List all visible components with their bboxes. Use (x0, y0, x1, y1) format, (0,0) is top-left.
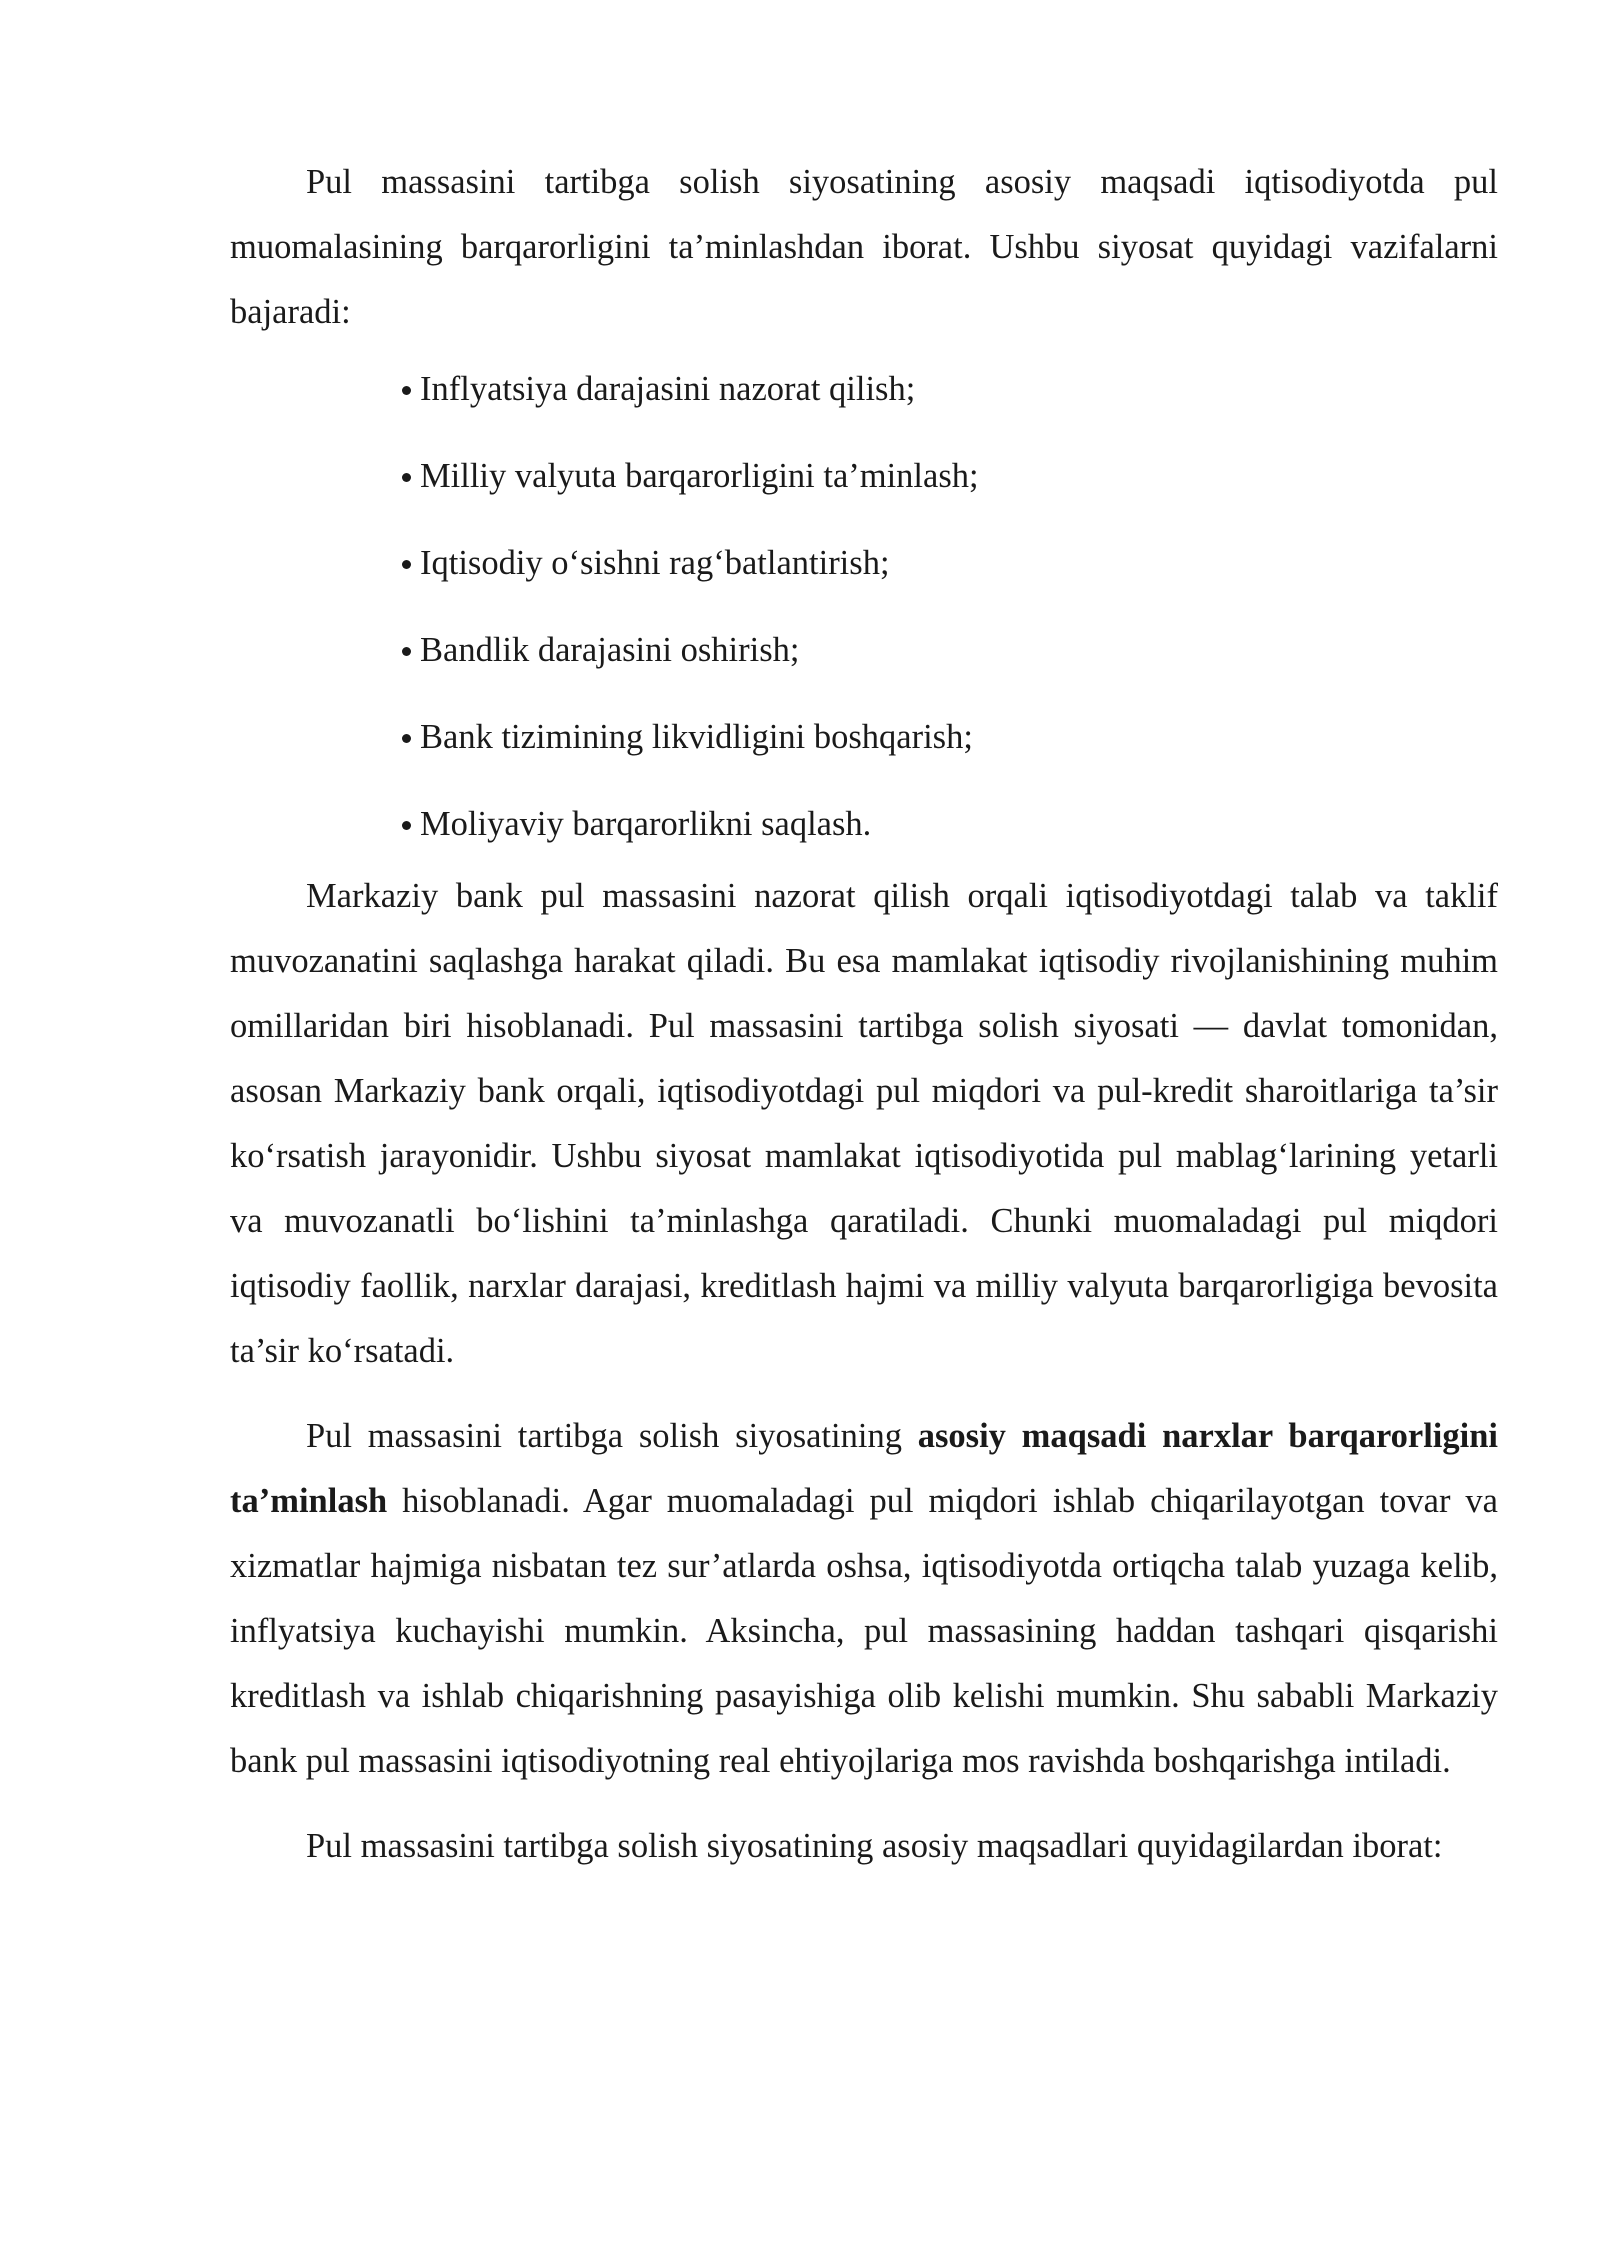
paragraph-spacer (230, 1794, 1498, 1814)
intro-paragraph: Pul massasini tartibga solish siyosatining asosiy maqsadi iqtisodiyotda pul muomalasining barqarorligini ta’minlashdan iborat. Ushbu siyosat quyidagi vazifalarni bajaradi: (230, 163, 1498, 331)
list-item-text: Iqtisodiy o‘sishni rag‘batlantirish; (420, 544, 890, 582)
bullet-icon (402, 560, 411, 569)
list-item-text: Bandlik darajasini oshirish; (420, 631, 800, 669)
list-item-text: Inflyatsiya darajasini nazorat qilish; (420, 370, 916, 408)
paragraph-spacer (230, 1384, 1498, 1404)
list-item (402, 802, 1498, 846)
goals-intro-paragraph: Pul massasini tartibga solish siyosatining asosiy maqsadlari quyidagilardan iborat: (306, 1827, 1443, 1865)
main-goal-lead: Pul massasini tartibga solish siyosatining (306, 1417, 918, 1455)
main-goal-paragraph (230, 1404, 1498, 1794)
bullet-icon (402, 821, 411, 830)
list-item-text: Bank tizimining likvidligini boshqarish; (420, 718, 973, 756)
bullet-icon (402, 473, 411, 482)
central-bank-paragraph: Markaziy bank pul massasini nazorat qilish orqali iqtisodiyotdagi talab va taklif muvozanatini saqlashga harakat qiladi. Bu esa mamlakat iqtisodiy rivojlanishining muhim omillaridan biri hisoblanadi. Pul massasini tartibga solish siyosati — davlat tomonidan, asosan Markaziy bank orqali, iqtisodiyotdagi pul miqdori va pul-kredit sharoitlariga ta’sir ko‘rsatish jarayonidir. Ushbu siyosat mamlakat iqtisodiyotida pul mablag‘larining yetarli va muvozanatli bo‘lishini ta’minlashga qaratiladi. Chunki muomaladagi pul miqdori iqtisodiy faollik, narxlar darajasi, kreditlash hajmi va milliy valyuta barqarorligiga bevosita ta’sir ko‘rsatadi. (230, 877, 1498, 1370)
main-goal-rest: hisoblanadi. Agar muomaladagi pul miqdori ishlab chiqarilayotgan tovar va xizmatlar hajmiga nisbatan tez sur’atlarda oshsa, iqtisodiyotda ortiqcha talab yuzaga kelib, inflyatsiya kuchayishi mumkin. Aksincha, pul massasining haddan tashqari qisqarishi kreditlash va ishlab chiqarishning pasayishiga olib kelishi mumkin. Shu sababli Markaziy bank pul massasini iqtisodiyotning real ehtiyojlariga mos ravishda boshqarishga intiladi. (230, 1482, 1498, 1780)
list-item (402, 628, 1498, 672)
list-item-text: Moliyaviy barqarorlikni saqlash. (420, 805, 872, 843)
list-item-text: Milliy valyuta barqarorligini ta’minlash; (420, 457, 979, 495)
task-list (230, 367, 1498, 846)
bullet-icon (402, 647, 411, 656)
document-page (230, 150, 1498, 1879)
list-item (402, 367, 1498, 411)
list-item (402, 715, 1498, 759)
list-item (402, 541, 1498, 585)
list-item (402, 454, 1498, 498)
bullet-icon (402, 386, 411, 395)
main-goal-emphasis: asosiy maqsadi narxlar barqarorligini ta’minlash (230, 1417, 1498, 1520)
bullet-icon (402, 734, 411, 743)
